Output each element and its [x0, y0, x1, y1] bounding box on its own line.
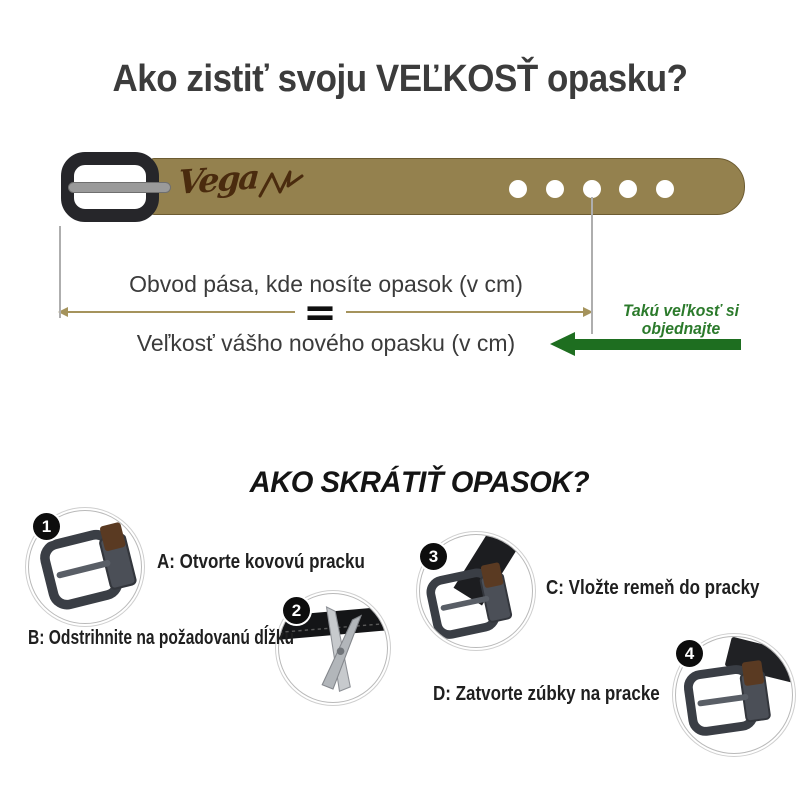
belt-hole: [619, 180, 637, 198]
step3-number-badge: 3: [420, 543, 447, 570]
order-arrowhead-icon: [550, 332, 575, 356]
order-size-note-line2: objednajte: [641, 320, 721, 339]
step-b-caption: B: Odstrihnite na požadovanú dĺžku: [28, 627, 295, 649]
belt-hole: [546, 180, 564, 198]
step-d-caption: D: Zatvorte zúbky na pracke: [433, 683, 660, 705]
step-c-caption: C: Vložte remeň do pracky: [546, 577, 760, 599]
new-belt-size-label: Veľkosť vášho nového opasku (v cm): [136, 330, 516, 356]
belt-hole: [509, 180, 527, 198]
page-title: Ako zistiť svoju VEĽKOSŤ opasku?: [112, 58, 688, 100]
belt-hole: [583, 180, 601, 198]
waist-measure-label: Obvod pása, kde nosíte opasok (v cm): [129, 271, 523, 297]
measure-guide-right: [591, 197, 593, 334]
belt-hole: [656, 180, 674, 198]
order-size-note: [610, 302, 753, 338]
equals-sign: =: [303, 290, 337, 336]
step-a-caption: A: Otvorte kovovú pracku: [157, 551, 365, 573]
measure-arrow-line: [67, 311, 295, 313]
buckle-prong: [68, 182, 171, 193]
step2-number-badge: 2: [283, 597, 310, 624]
measure-arrow-line: [346, 311, 584, 313]
shorten-section-title: AKO SKRÁTIŤ OPASOK?: [249, 466, 590, 499]
vega-brand-logo: Vega: [176, 157, 260, 202]
order-arrow: [574, 339, 741, 350]
step4-number-badge: 4: [676, 640, 703, 667]
order-size-note-line1: Takú veľkosť si: [623, 302, 739, 320]
vega-flourish-icon: [258, 168, 306, 202]
step1-number-badge: 1: [33, 513, 60, 540]
measure-guide-left: [59, 226, 61, 318]
